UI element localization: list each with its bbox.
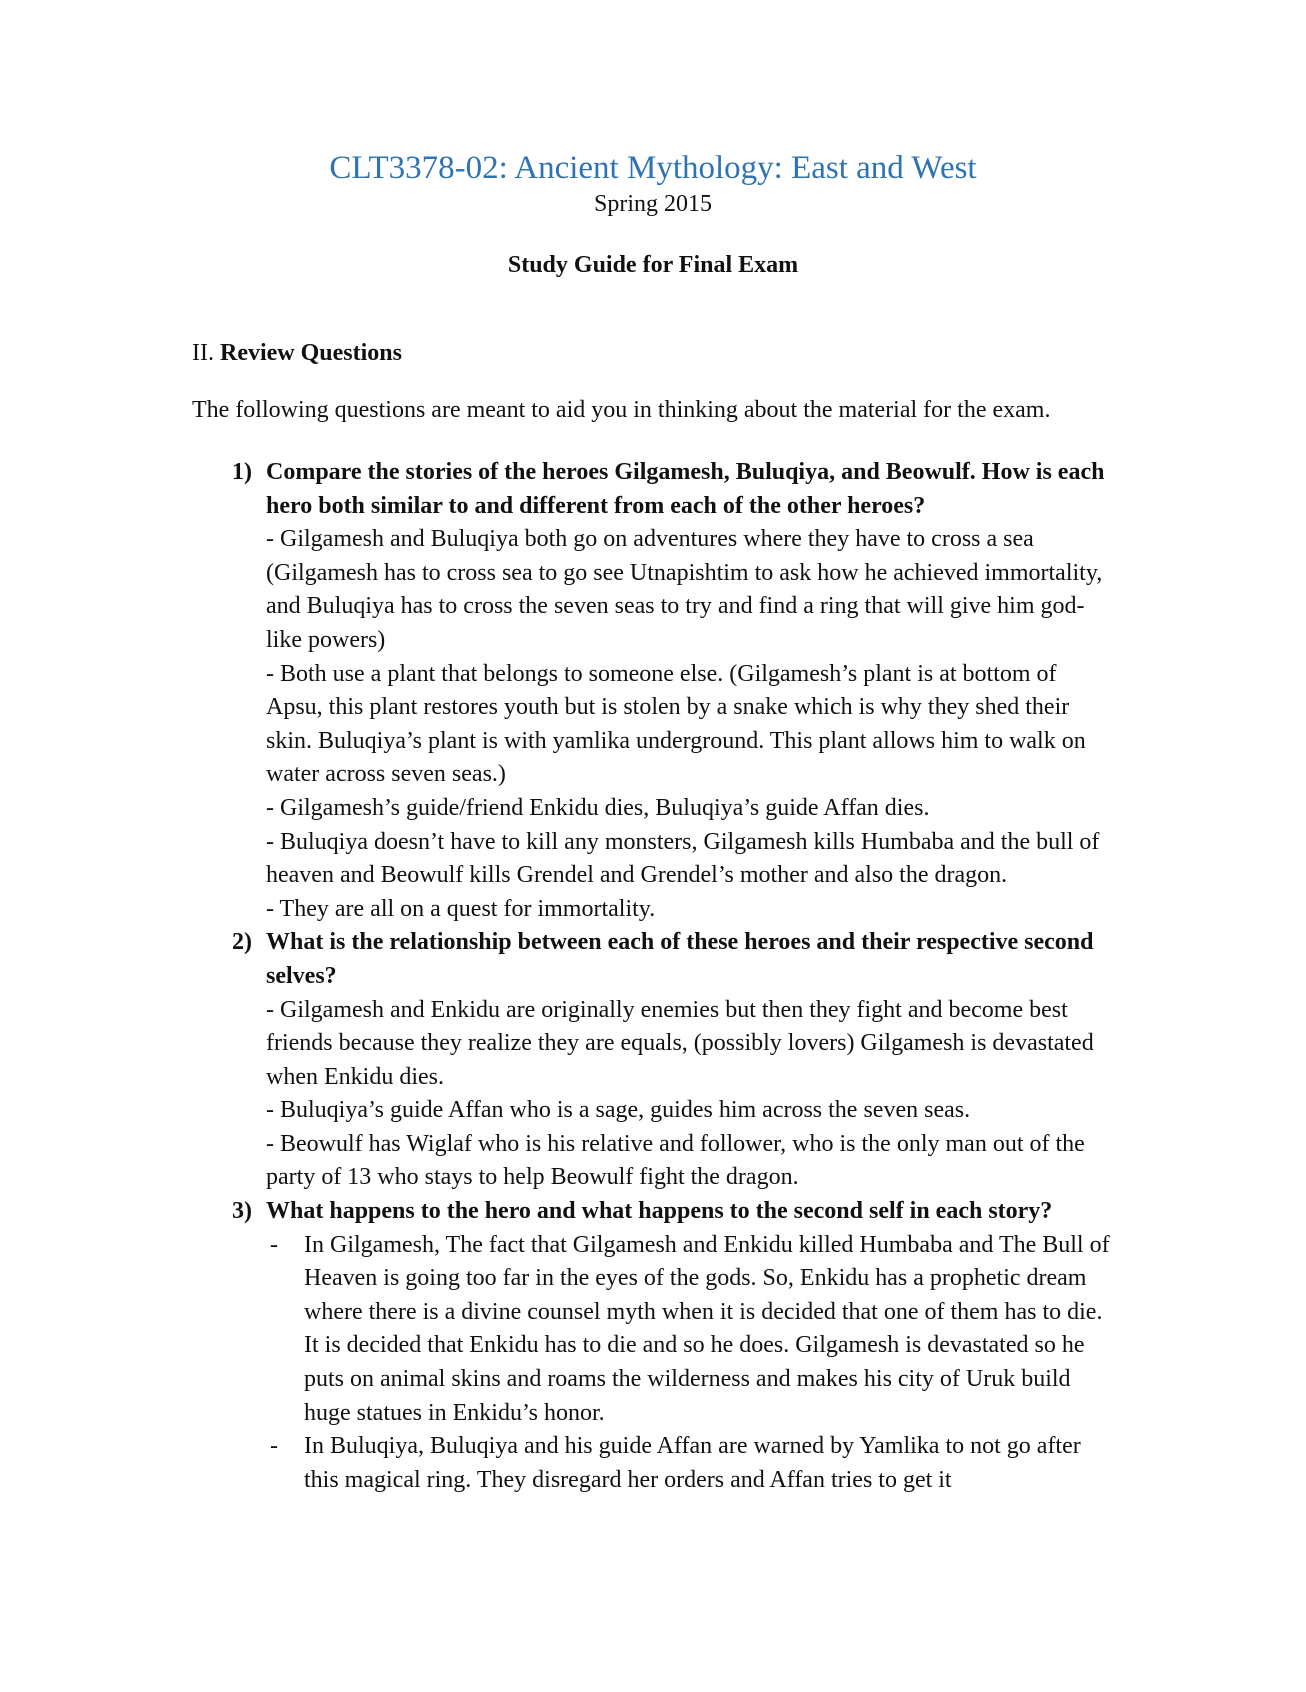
question-text: What is the relationship between each of these heroes and their respective second selves? — [266, 929, 1094, 989]
answer-bullet — [266, 1229, 1112, 1431]
answer-line: - Buluqiya’s guide Affan who is a sage, guides him across the seven seas. — [266, 1097, 971, 1124]
answer-line: - Gilgamesh’s guide/friend Enkidu dies, Buluqiya’s guide Affan dies. — [266, 794, 930, 821]
question-number: 1) — [232, 459, 252, 485]
question-number: 3) — [232, 1198, 252, 1225]
question-number: 2) — [232, 929, 252, 956]
section-label: Review Questions — [219, 340, 402, 366]
question-list — [232, 456, 1112, 1497]
question-1 — [232, 456, 1112, 926]
question-text: Compare the stories of the heroes Gilgamesh, Buluqiya, and Beowulf. How is each hero both similar to and different from each of the other heroes? — [266, 459, 1105, 519]
answer-line: - Gilgamesh and Buluqiya both go on adventures where they have to cross a sea (Gilgamesh has to cross sea to go see Utnapishtim to ask how he achieved immortality, and Buluqiya has to cross the seven seas to try and find a ring that will give him god-like powers) — [266, 526, 1103, 653]
section-intro: The following questions are meant to aid you in thinking about the material for the exam. — [192, 397, 1051, 423]
bullet-text: In Gilgamesh, The fact that Gilgamesh and Enkidu killed Humbaba and The Bull of Heaven is going too far in the eyes of the gods. So, Enkidu has a prophetic dream where there is a divine counsel myth when it is decided that one of them has to die. It is decided that Enkidu has to die and so he does. Gilgamesh is devastated so he puts on animal skins and roams the wilderness and makes his city of Uruk build huge statues in Enkidu’s honor. — [304, 1231, 1110, 1426]
bullet-dash: - — [270, 1231, 278, 1258]
section-number: II. — [192, 340, 214, 366]
study-guide-title: Study Guide for Final Exam — [507, 252, 799, 278]
bullet-text: In Buluqiya, Buluqiya and his guide Affan are warned by Yamlika to not go after this magical ring. They disregard her orders and Affan tries to get it — [304, 1433, 1081, 1493]
answer-line: - Both use a plant that belongs to someone else. (Gilgamesh’s plant is at bottom of Apsu, this plant restores youth but is stolen by a snake which is why they shed their skin. Buluqiya’s plant is with yamlika underground. This plant allows him to walk on water across seven seas.) — [266, 660, 1086, 788]
course-title: CLT3378-02: Ancient Mythology: East and West — [329, 150, 977, 186]
answer-line: - Gilgamesh and Enkidu are originally enemies but then they fight and become best friends because they realize they are equals, (possibly lovers) Gilgamesh is devastated when Enkidu dies. — [266, 996, 1094, 1090]
answer-line: - Buluqiya doesn’t have to kill any monsters, Gilgamesh kills Humbaba and the bull of heaven and Beowulf kills Grendel and Grendel’s mother and also the dragon. — [266, 828, 1100, 889]
bullet-dash: - — [270, 1433, 278, 1460]
course-term: Spring 2015 — [593, 191, 712, 217]
question-2 — [232, 926, 1112, 1195]
section-heading — [192, 341, 402, 365]
answer-line: - They are all on a quest for immortality. — [266, 895, 656, 922]
answer-bullet — [266, 1430, 1112, 1497]
question-text: What happens to the hero and what happens to the second self in each story? — [266, 1198, 1053, 1225]
question-3 — [232, 1195, 1112, 1497]
answer-line: - Beowulf has Wiglaf who is his relative and follower, who is the only man out of the party of 13 who stays to help Beowulf fight the dragon. — [266, 1130, 1085, 1191]
